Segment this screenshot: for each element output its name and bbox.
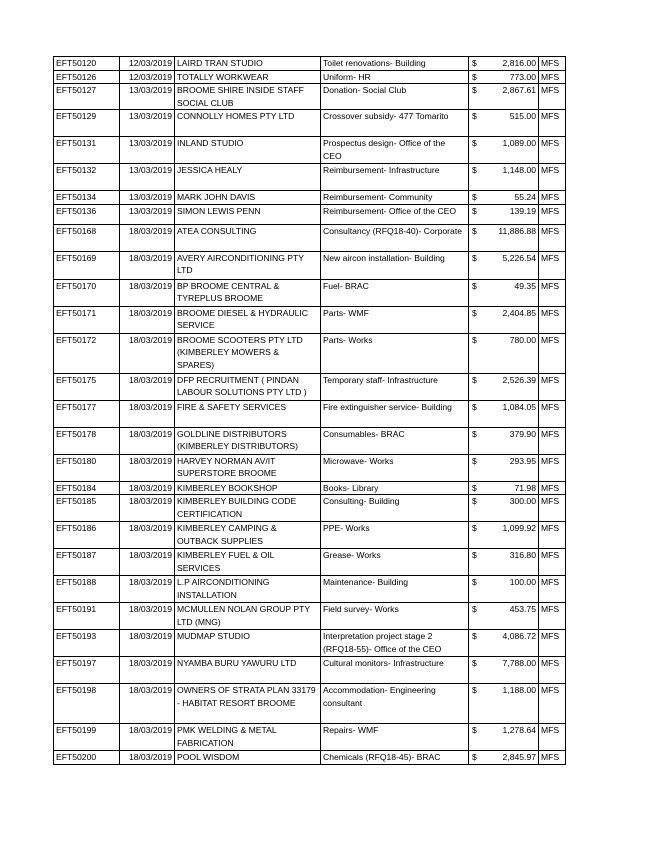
currency-symbol: $: [469, 481, 483, 495]
payee-cell: JESSICA HEALY: [175, 164, 321, 191]
amount-cell: 49.35: [483, 279, 539, 306]
currency-symbol: $: [469, 373, 483, 400]
payee-cell: KIMBERLEY BUILDING CODE CERTIFICATION: [175, 495, 321, 522]
eft-cell: EFT50186: [54, 522, 120, 549]
currency-symbol: $: [469, 251, 483, 279]
description-cell: Reimbursement- Community: [321, 191, 469, 205]
payee-cell: BP BROOME CENTRAL & TYREPLUS BROOME: [175, 279, 321, 306]
payee-cell: BROOME SHIRE INSIDE STAFF SOCIAL CLUB: [175, 84, 321, 110]
currency-symbol: $: [469, 454, 483, 481]
date-cell: 18/03/2019: [120, 333, 175, 373]
fund-cell: MFS: [539, 279, 566, 306]
description-cell: Reimbursement- Office of the CEO: [321, 204, 469, 224]
currency-symbol: $: [469, 204, 483, 224]
eft-cell: EFT50134: [54, 191, 120, 205]
payee-cell: POOL WISDOM: [175, 751, 321, 765]
amount-cell: 316.80: [483, 549, 539, 576]
eft-cell: EFT50188: [54, 576, 120, 603]
currency-symbol: $: [469, 70, 483, 84]
fund-cell: MFS: [539, 204, 566, 224]
payee-cell: KIMBERLEY FUEL & OIL SERVICES: [175, 549, 321, 576]
fund-cell: MFS: [539, 333, 566, 373]
currency-symbol: $: [469, 110, 483, 137]
table-row: [54, 495, 566, 522]
eft-cell: EFT50170: [54, 279, 120, 306]
date-cell: 18/03/2019: [120, 224, 175, 251]
description-cell: Field survey- Works: [321, 603, 469, 630]
currency-symbol: $: [469, 603, 483, 630]
fund-cell: MFS: [539, 400, 566, 427]
payee-cell: NYAMBA BURU YAWURU LTD: [175, 657, 321, 684]
eft-cell: EFT50187: [54, 549, 120, 576]
amount-cell: 139.19: [483, 204, 539, 224]
date-cell: 18/03/2019: [120, 724, 175, 751]
fund-cell: MFS: [539, 454, 566, 481]
fund-cell: MFS: [539, 630, 566, 657]
description-cell: Chemicals (RFQ18-45)- BRAC: [321, 751, 469, 765]
eft-cell: EFT50199: [54, 724, 120, 751]
date-cell: 18/03/2019: [120, 279, 175, 306]
date-cell: 13/03/2019: [120, 110, 175, 137]
date-cell: 18/03/2019: [120, 495, 175, 522]
date-cell: 18/03/2019: [120, 549, 175, 576]
fund-cell: MFS: [539, 522, 566, 549]
currency-symbol: $: [469, 724, 483, 751]
eft-cell: EFT50185: [54, 495, 120, 522]
fund-cell: MFS: [539, 84, 566, 110]
fund-cell: MFS: [539, 137, 566, 164]
table-row: [54, 373, 566, 400]
currency-symbol: $: [469, 333, 483, 373]
payee-cell: KIMBERLEY CAMPING & OUTBACK SUPPLIES: [175, 522, 321, 549]
table-row: [54, 549, 566, 576]
eft-cell: EFT50180: [54, 454, 120, 481]
description-cell: Fire extinguisher service- Building: [321, 400, 469, 427]
description-cell: Toilet renovations- Building: [321, 57, 469, 71]
table-row: [54, 191, 566, 205]
table-row: [54, 251, 566, 279]
table-row: [54, 454, 566, 481]
description-cell: New aircon installation- Building: [321, 251, 469, 279]
date-cell: 13/03/2019: [120, 204, 175, 224]
amount-cell: 2,816.00: [483, 57, 539, 71]
currency-symbol: $: [469, 84, 483, 110]
currency-symbol: $: [469, 224, 483, 251]
table-row: [54, 400, 566, 427]
table-row: [54, 70, 566, 84]
amount-cell: 2,526.39: [483, 373, 539, 400]
payee-cell: GOLDLINE DISTRIBUTORS (KIMBERLEY DISTRIBUTORS): [175, 427, 321, 454]
date-cell: 18/03/2019: [120, 657, 175, 684]
currency-symbol: $: [469, 137, 483, 164]
description-cell: Consumables- BRAC: [321, 427, 469, 454]
payee-cell: TOTALLY WORKWEAR: [175, 70, 321, 84]
payee-cell: MUDMAP STUDIO: [175, 630, 321, 657]
description-cell: Reimbursement- Infrastructure: [321, 164, 469, 191]
eft-cell: EFT50200: [54, 751, 120, 765]
amount-cell: 379.90: [483, 427, 539, 454]
eft-cell: EFT50132: [54, 164, 120, 191]
eft-cell: EFT50184: [54, 481, 120, 495]
description-cell: Maintenance- Building: [321, 576, 469, 603]
fund-cell: MFS: [539, 191, 566, 205]
amount-cell: 1,148.00: [483, 164, 539, 191]
date-cell: 18/03/2019: [120, 751, 175, 765]
payee-cell: FIRE & SAFETY SERVICES: [175, 400, 321, 427]
payee-cell: BROOME DIESEL & HYDRAULIC SERVICE: [175, 306, 321, 333]
date-cell: 18/03/2019: [120, 522, 175, 549]
currency-symbol: $: [469, 522, 483, 549]
payee-cell: PMK WELDING & METAL FABRICATION: [175, 724, 321, 751]
eft-cell: EFT50136: [54, 204, 120, 224]
fund-cell: MFS: [539, 373, 566, 400]
table-row: [54, 224, 566, 251]
description-cell: PPE- Works: [321, 522, 469, 549]
amount-cell: 2,867.61: [483, 84, 539, 110]
currency-symbol: $: [469, 57, 483, 71]
fund-cell: MFS: [539, 481, 566, 495]
payee-cell: DFP RECRUITMENT ( PINDAN LABOUR SOLUTIONS PTY LTD ): [175, 373, 321, 400]
payee-cell: MARK JOHN DAVIS: [175, 191, 321, 205]
eft-cell: EFT50129: [54, 110, 120, 137]
description-cell: Consulting- Building: [321, 495, 469, 522]
payee-cell: LAIRD TRAN STUDIO: [175, 57, 321, 71]
amount-cell: 100.00: [483, 576, 539, 603]
eft-cell: EFT50177: [54, 400, 120, 427]
amount-cell: 1,099.92: [483, 522, 539, 549]
eft-cell: EFT50171: [54, 306, 120, 333]
date-cell: 18/03/2019: [120, 603, 175, 630]
table-row: [54, 57, 566, 71]
fund-cell: MFS: [539, 603, 566, 630]
payee-cell: BROOME SCOOTERS PTY LTD (KIMBERLEY MOWERS & SPARES): [175, 333, 321, 373]
eft-cell: EFT50126: [54, 70, 120, 84]
amount-cell: 55.24: [483, 191, 539, 205]
amount-cell: 293.95: [483, 454, 539, 481]
table-row: [54, 481, 566, 495]
amount-cell: 1,084.05: [483, 400, 539, 427]
payee-cell: L.P AIRCONDITIONING INSTALLATION: [175, 576, 321, 603]
fund-cell: MFS: [539, 164, 566, 191]
eft-cell: EFT50178: [54, 427, 120, 454]
eft-cell: EFT50175: [54, 373, 120, 400]
table-row: [54, 427, 566, 454]
description-cell: Donation- Social Club: [321, 84, 469, 110]
description-cell: Fuel- BRAC: [321, 279, 469, 306]
amount-cell: 1,278.64: [483, 724, 539, 751]
description-cell: Repairs- WMF: [321, 724, 469, 751]
description-cell: Crossover subsidy- 477 Tomarito: [321, 110, 469, 137]
amount-cell: 4,086.72: [483, 630, 539, 657]
currency-symbol: $: [469, 549, 483, 576]
date-cell: 18/03/2019: [120, 306, 175, 333]
amount-cell: 453.75: [483, 603, 539, 630]
eft-cell: EFT50168: [54, 224, 120, 251]
date-cell: 13/03/2019: [120, 84, 175, 110]
amount-cell: 1,188.00: [483, 684, 539, 724]
amount-cell: 515.00: [483, 110, 539, 137]
description-cell: Parts- WMF: [321, 306, 469, 333]
currency-symbol: $: [469, 191, 483, 205]
description-cell: Prospectus design- Office of the CEO: [321, 137, 469, 164]
eft-cell: EFT50197: [54, 657, 120, 684]
table-row: [54, 164, 566, 191]
table-row: [54, 684, 566, 724]
eft-cell: EFT50172: [54, 333, 120, 373]
eft-cell: EFT50193: [54, 630, 120, 657]
fund-cell: MFS: [539, 110, 566, 137]
amount-cell: 300.00: [483, 495, 539, 522]
description-cell: Microwave- Works: [321, 454, 469, 481]
amount-cell: 773.00: [483, 70, 539, 84]
description-cell: Temporary staff- Infrastructure: [321, 373, 469, 400]
date-cell: 18/03/2019: [120, 576, 175, 603]
date-cell: 18/03/2019: [120, 481, 175, 495]
amount-cell: 11,886.88: [483, 224, 539, 251]
description-cell: Grease- Works: [321, 549, 469, 576]
date-cell: 18/03/2019: [120, 400, 175, 427]
amount-cell: 1,089.00: [483, 137, 539, 164]
payments-table-body: [54, 57, 566, 765]
date-cell: 18/03/2019: [120, 373, 175, 400]
payee-cell: ATEA CONSULTING: [175, 224, 321, 251]
description-cell: Interpretation project stage 2 (RFQ18-55)- Office of the CEO: [321, 630, 469, 657]
fund-cell: MFS: [539, 495, 566, 522]
table-row: [54, 576, 566, 603]
currency-symbol: $: [469, 495, 483, 522]
table-row: [54, 333, 566, 373]
table-row: [54, 603, 566, 630]
eft-cell: EFT50131: [54, 137, 120, 164]
table-row: [54, 657, 566, 684]
table-row: [54, 137, 566, 164]
date-cell: 18/03/2019: [120, 251, 175, 279]
currency-symbol: $: [469, 306, 483, 333]
table-row: [54, 110, 566, 137]
description-cell: Parts- Works: [321, 333, 469, 373]
payee-cell: CONNOLLY HOMES PTY LTD: [175, 110, 321, 137]
table-row: [54, 279, 566, 306]
eft-cell: EFT50191: [54, 603, 120, 630]
fund-cell: MFS: [539, 70, 566, 84]
fund-cell: MFS: [539, 224, 566, 251]
description-cell: Consultancy (RFQ18-40)- Corporate: [321, 224, 469, 251]
table-row: [54, 84, 566, 110]
fund-cell: MFS: [539, 427, 566, 454]
date-cell: 18/03/2019: [120, 427, 175, 454]
payee-cell: SIMON LEWIS PENN: [175, 204, 321, 224]
payments-table: [53, 56, 566, 765]
amount-cell: 780.00: [483, 333, 539, 373]
fund-cell: MFS: [539, 306, 566, 333]
amount-cell: 2,845.97: [483, 751, 539, 765]
date-cell: 18/03/2019: [120, 630, 175, 657]
payee-cell: AVERY AIRCONDITIONING PTY LTD: [175, 251, 321, 279]
eft-cell: EFT50198: [54, 684, 120, 724]
date-cell: 18/03/2019: [120, 684, 175, 724]
payee-cell: OWNERS OF STRATA PLAN 33179 - HABITAT RESORT BROOME: [175, 684, 321, 724]
amount-cell: 7,788.00: [483, 657, 539, 684]
fund-cell: MFS: [539, 576, 566, 603]
currency-symbol: $: [469, 684, 483, 724]
currency-symbol: $: [469, 751, 483, 765]
payee-cell: KIMBERLEY BOOKSHOP: [175, 481, 321, 495]
currency-symbol: $: [469, 630, 483, 657]
description-cell: Accommodation- Engineering consultant: [321, 684, 469, 724]
fund-cell: MFS: [539, 251, 566, 279]
fund-cell: MFS: [539, 549, 566, 576]
eft-cell: EFT50169: [54, 251, 120, 279]
payments-page: [53, 56, 565, 765]
date-cell: 18/03/2019: [120, 454, 175, 481]
payee-cell: INLAND STUDIO: [175, 137, 321, 164]
currency-symbol: $: [469, 576, 483, 603]
table-row: [54, 751, 566, 765]
table-row: [54, 522, 566, 549]
currency-symbol: $: [469, 164, 483, 191]
table-row: [54, 724, 566, 751]
fund-cell: MFS: [539, 57, 566, 71]
table-row: [54, 630, 566, 657]
table-row: [54, 204, 566, 224]
fund-cell: MFS: [539, 724, 566, 751]
amount-cell: 2,404.85: [483, 306, 539, 333]
description-cell: Cultural monitors- Infrastructure: [321, 657, 469, 684]
currency-symbol: $: [469, 279, 483, 306]
description-cell: Books- Library: [321, 481, 469, 495]
eft-cell: EFT50127: [54, 84, 120, 110]
date-cell: 12/03/2019: [120, 57, 175, 71]
table-row: [54, 306, 566, 333]
date-cell: 12/03/2019: [120, 70, 175, 84]
currency-symbol: $: [469, 657, 483, 684]
amount-cell: 71.98: [483, 481, 539, 495]
fund-cell: MFS: [539, 751, 566, 765]
eft-cell: EFT50120: [54, 57, 120, 71]
currency-symbol: $: [469, 427, 483, 454]
currency-symbol: $: [469, 400, 483, 427]
description-cell: Uniform- HR: [321, 70, 469, 84]
amount-cell: 5,226.54: [483, 251, 539, 279]
date-cell: 13/03/2019: [120, 137, 175, 164]
date-cell: 13/03/2019: [120, 191, 175, 205]
fund-cell: MFS: [539, 684, 566, 724]
fund-cell: MFS: [539, 657, 566, 684]
payee-cell: HARVEY NORMAN AV/IT SUPERSTORE BROOME: [175, 454, 321, 481]
payee-cell: MCMULLEN NOLAN GROUP PTY LTD (MNG): [175, 603, 321, 630]
date-cell: 13/03/2019: [120, 164, 175, 191]
